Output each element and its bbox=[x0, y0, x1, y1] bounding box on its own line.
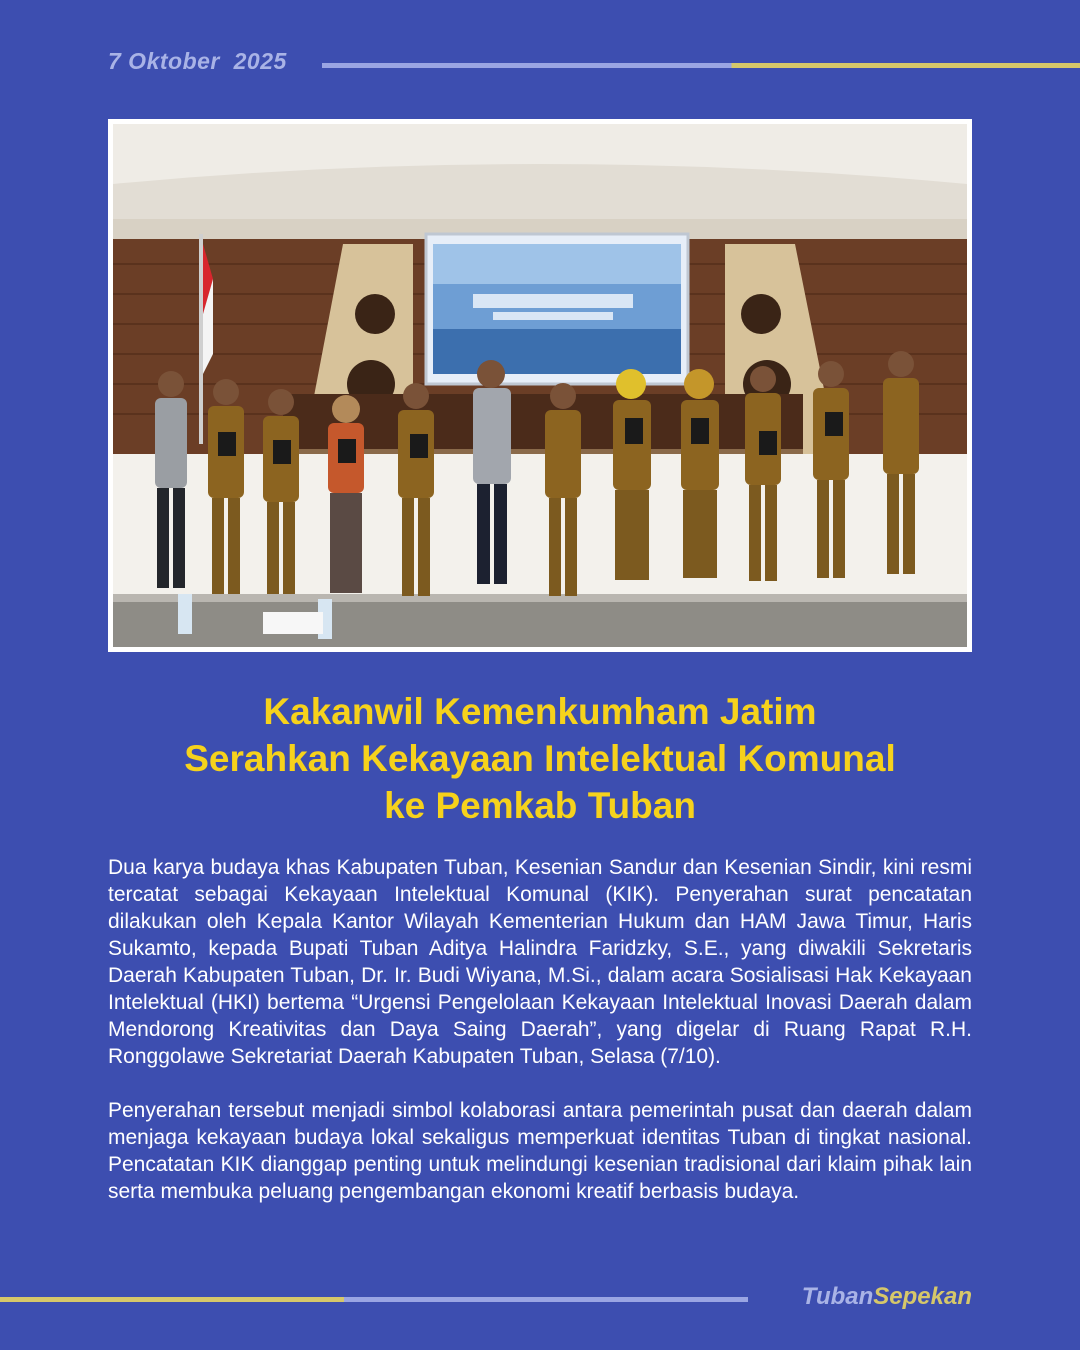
article-body bbox=[108, 854, 972, 1232]
article-paragraph-2: Penyerahan tersebut menjadi simbol kolaborasi antara pemerintah pusat dan daerah dalam menjaga kekayaan budaya lokal sekaligus memperkuat identitas Tuban di tingkat nasional. Pencatatan KIK dianggap penting untuk melindungi kesenian tradisional dari klaim pihak lain serta membuka peluang pengembangan ekonomi kreatif berbasis budaya. bbox=[108, 1099, 972, 1203]
title-line-1: Kakanwil Kemenkumham Jatim bbox=[263, 691, 817, 732]
date-label: 7 Oktober 2025 bbox=[108, 48, 287, 74]
group-photo-illustration bbox=[113, 124, 967, 647]
article-paragraph-1: Dua karya budaya khas Kabupaten Tuban, Kesenian Sandur dan Kesenian Sindir, kini resmi tercatat sebagai Kekayaan Intelektual Komunal (KIK). Penyerahan surat pencatatan dilakukan oleh Kepala Kantor Wilayah Kementerian Hukum dan HAM Jawa Timur, Haris Sukamto, kepada Bupati Tuban Aditya Halindra Faridzky, S.E., yang diwakili Sekretaris Daerah Kabupaten Tuban, Dr. Ir. Budi Wiyana, M.Si., dalam acara Sosialisasi Hak Kekayaan Intelektual (HKI) bertema “Urgensi Pengelolaan Kekayaan Intelektual Inovasi Daerah dalam Mendorong Kreativitas dan Daya Saing Daerah”, yang digelar di Ruang Rapat R.H. Ronggolawe Sekretariat Daerah Kabupaten Tuban, Selasa (7/10). bbox=[108, 856, 972, 1068]
title-line-2: Serahkan Kekayaan Intelektual Komunal bbox=[184, 738, 896, 779]
brand-logo bbox=[802, 1283, 972, 1311]
brand-part-1: Tuban bbox=[801, 1283, 874, 1310]
article-title bbox=[60, 688, 1020, 829]
title-line-3: ke Pemkab Tuban bbox=[384, 785, 696, 826]
top-divider bbox=[322, 63, 1080, 68]
event-photo bbox=[113, 124, 967, 647]
bottom-divider bbox=[0, 1297, 748, 1302]
brand-part-2: Sepekan bbox=[873, 1283, 972, 1310]
photo-frame bbox=[108, 119, 972, 652]
